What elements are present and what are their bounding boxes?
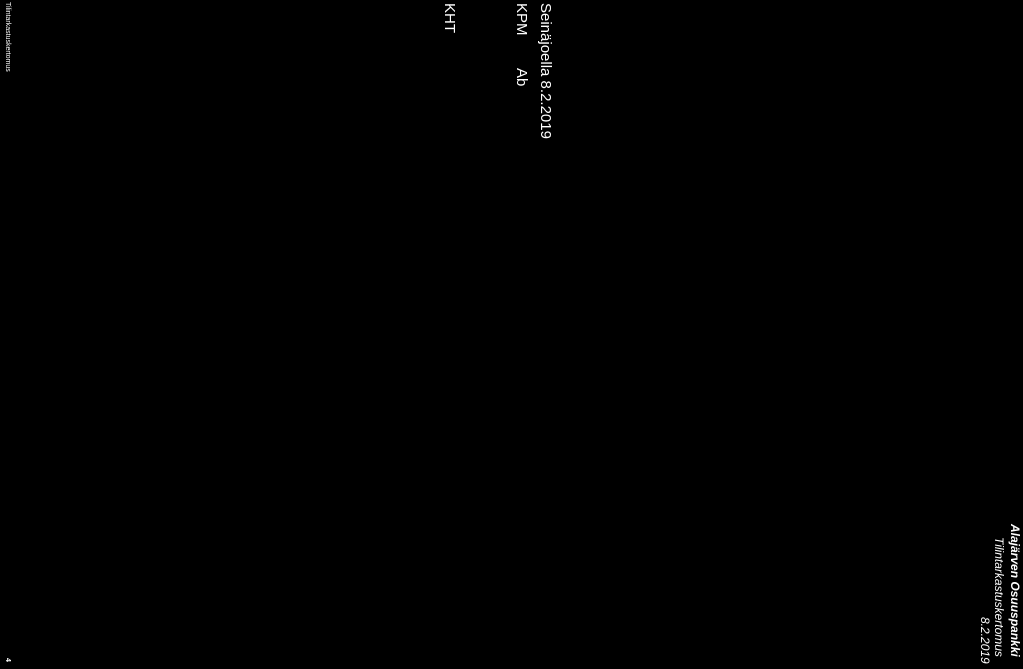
header-document-title: Tilintarkastuskertomus	[992, 537, 1006, 657]
header-date: 8.2.2019	[978, 617, 992, 664]
signature-firm-prefix: KPM	[513, 3, 530, 36]
footer-page-number: 4	[4, 658, 11, 662]
signature-auditor-title: KHT	[441, 3, 458, 33]
footer-document-title: Tilintarkastuskertomus	[4, 2, 11, 72]
signature-firm-suffix: Ab	[513, 68, 530, 87]
signature-place-date: Seinäjoella 8.2.2019	[537, 3, 554, 139]
header-company-name: Alajärven Osuuspankki	[1008, 524, 1022, 657]
